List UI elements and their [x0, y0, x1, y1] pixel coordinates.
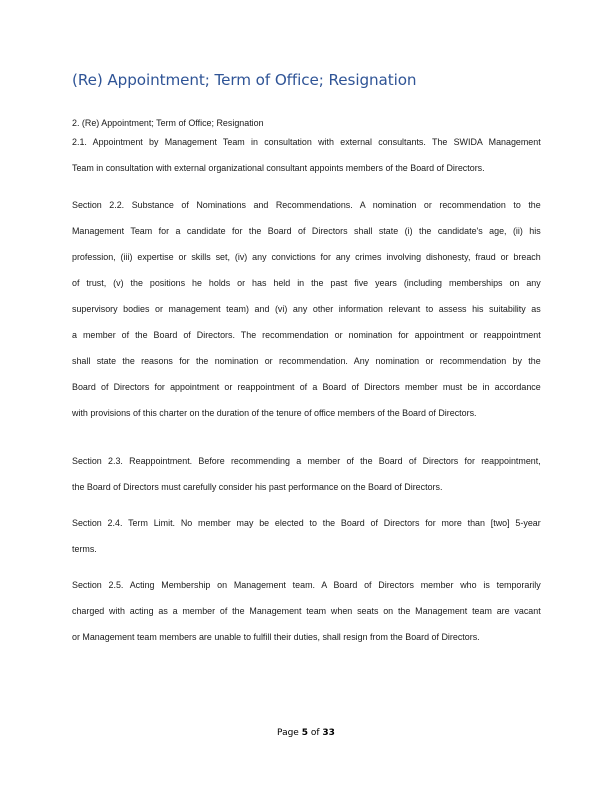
section-title-text: 2. (Re) Appointment; Term of Office; Resignation [72, 118, 264, 129]
paragraph-line: the Board of Directors must carefully consider his past performance on the Board of Directors. [72, 482, 443, 493]
paragraph-line: a member of the Board of Directors. The recommendation or nomination for appointment or reappointment [72, 330, 541, 341]
paragraph-line: Team in consultation with external organizational consultant appoints members of the Board of Directors. [72, 163, 485, 174]
paragraph-line: Section 2.2. Substance of Nominations and Recommendations. A nomination or recommendation to the [72, 200, 541, 211]
paragraph-line: with provisions of this charter on the duration of the tenure of office members of the Board of Directors. [72, 408, 477, 419]
page-label: Page [277, 728, 299, 738]
paragraph-line: 2.1. Appointment by Management Team in consultation with external consultants. The SWIDA Management [72, 137, 541, 148]
paragraph-line: Board of Directors for appointment or reappointment of a Board of Directors member must be in accordance [72, 382, 541, 393]
paragraph-line: supervisory bodies or management team) and (vi) any other information relevant to assess his suitability as [72, 304, 541, 315]
paragraph-line: Section 2.5. Acting Membership on Management team. A Board of Directors member who is temporarily [72, 580, 541, 591]
total-pages: 33 [322, 728, 335, 738]
paragraph-line: charged with acting as a member of the Management team when seats on the Management team are vacant [72, 606, 541, 617]
paragraph-line: of trust, (v) the positions he holds or has held in the past five years (including memberships on any [72, 278, 541, 289]
paragraph-line: terms. [72, 544, 97, 555]
paragraph-line: or Management team members are unable to fulfill their duties, shall resign from the Board of Directors. [72, 632, 480, 643]
paragraph-line: shall state the reasons for the nomination or recommendation. Any nomination or recommendation by the [72, 356, 541, 367]
page-number: 5 [301, 728, 308, 738]
paragraph-line: Section 2.4. Term Limit. No member may be elected to the Board of Directors for more than [two] 5-year [72, 518, 541, 529]
paragraph-line: Management Team for a candidate for the Board of Directors shall state (i) the candidate's age, (ii) his [72, 226, 541, 237]
paragraph-line: profession, (iii) expertise or skills set, (iv) any convictions for any crimes involving dishonesty, fraud or breach [72, 252, 541, 263]
of-label: of [310, 728, 320, 738]
page-heading: (Re) Appointment; Term of Office; Resignation [72, 71, 417, 89]
paragraph-line: Section 2.3. Reappointment. Before recommending a member of the Board of Directors for reappointment, [72, 456, 541, 467]
page-footer [0, 728, 612, 738]
